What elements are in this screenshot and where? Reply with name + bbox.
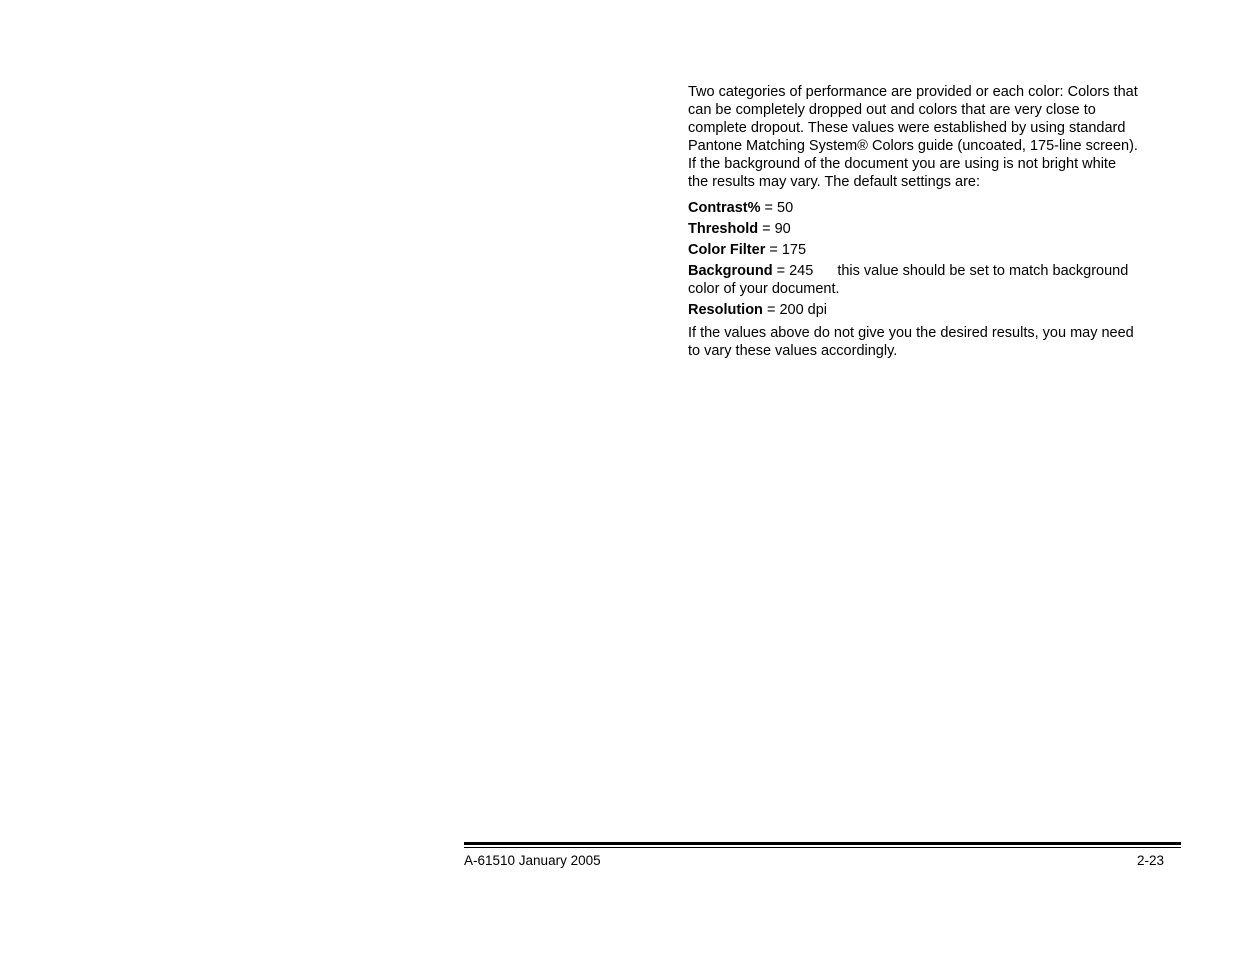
setting-value: = 200 dpi xyxy=(762,302,828,318)
footer-rule-thin xyxy=(464,847,1181,848)
footer-doc-id: A-61510 January 2005 xyxy=(464,853,601,868)
footer-rule-thick xyxy=(464,842,1181,845)
setting-value: = 90 xyxy=(758,221,791,237)
setting-resolution xyxy=(688,301,1138,319)
setting-value: = 50 xyxy=(760,200,794,216)
setting-label: Threshold xyxy=(688,221,759,237)
setting-background xyxy=(688,262,1138,298)
setting-label: Resolution xyxy=(688,302,763,318)
closing-paragraph: If the values above do not give you the desired results, you may need to vary these values accordingly. xyxy=(688,325,1134,359)
setting-label: Background xyxy=(688,263,773,279)
setting-note: this value should be set to match background color of your document. xyxy=(688,263,1129,297)
setting-value: = 245 xyxy=(772,263,814,279)
setting-color-filter xyxy=(688,241,1138,259)
footer-page-number: 2-23 xyxy=(1137,853,1165,868)
setting-value: = 175 xyxy=(765,242,807,258)
setting-contrast xyxy=(688,199,1138,217)
setting-label: Color Filter xyxy=(688,242,766,258)
setting-threshold xyxy=(688,220,1138,238)
intro-paragraph: Two categories of performance are provided or each color: Colors that can be completely dropped out and colors that are very close to complete dropout. These values were established by using standard Pantone Matching System® Colors guide (uncoated, 175-line screen). If the background of the document you are using is not bright white the results may vary. The default settings are: xyxy=(688,84,1138,190)
setting-label: Contrast% xyxy=(688,200,761,216)
main-content xyxy=(688,83,1138,368)
